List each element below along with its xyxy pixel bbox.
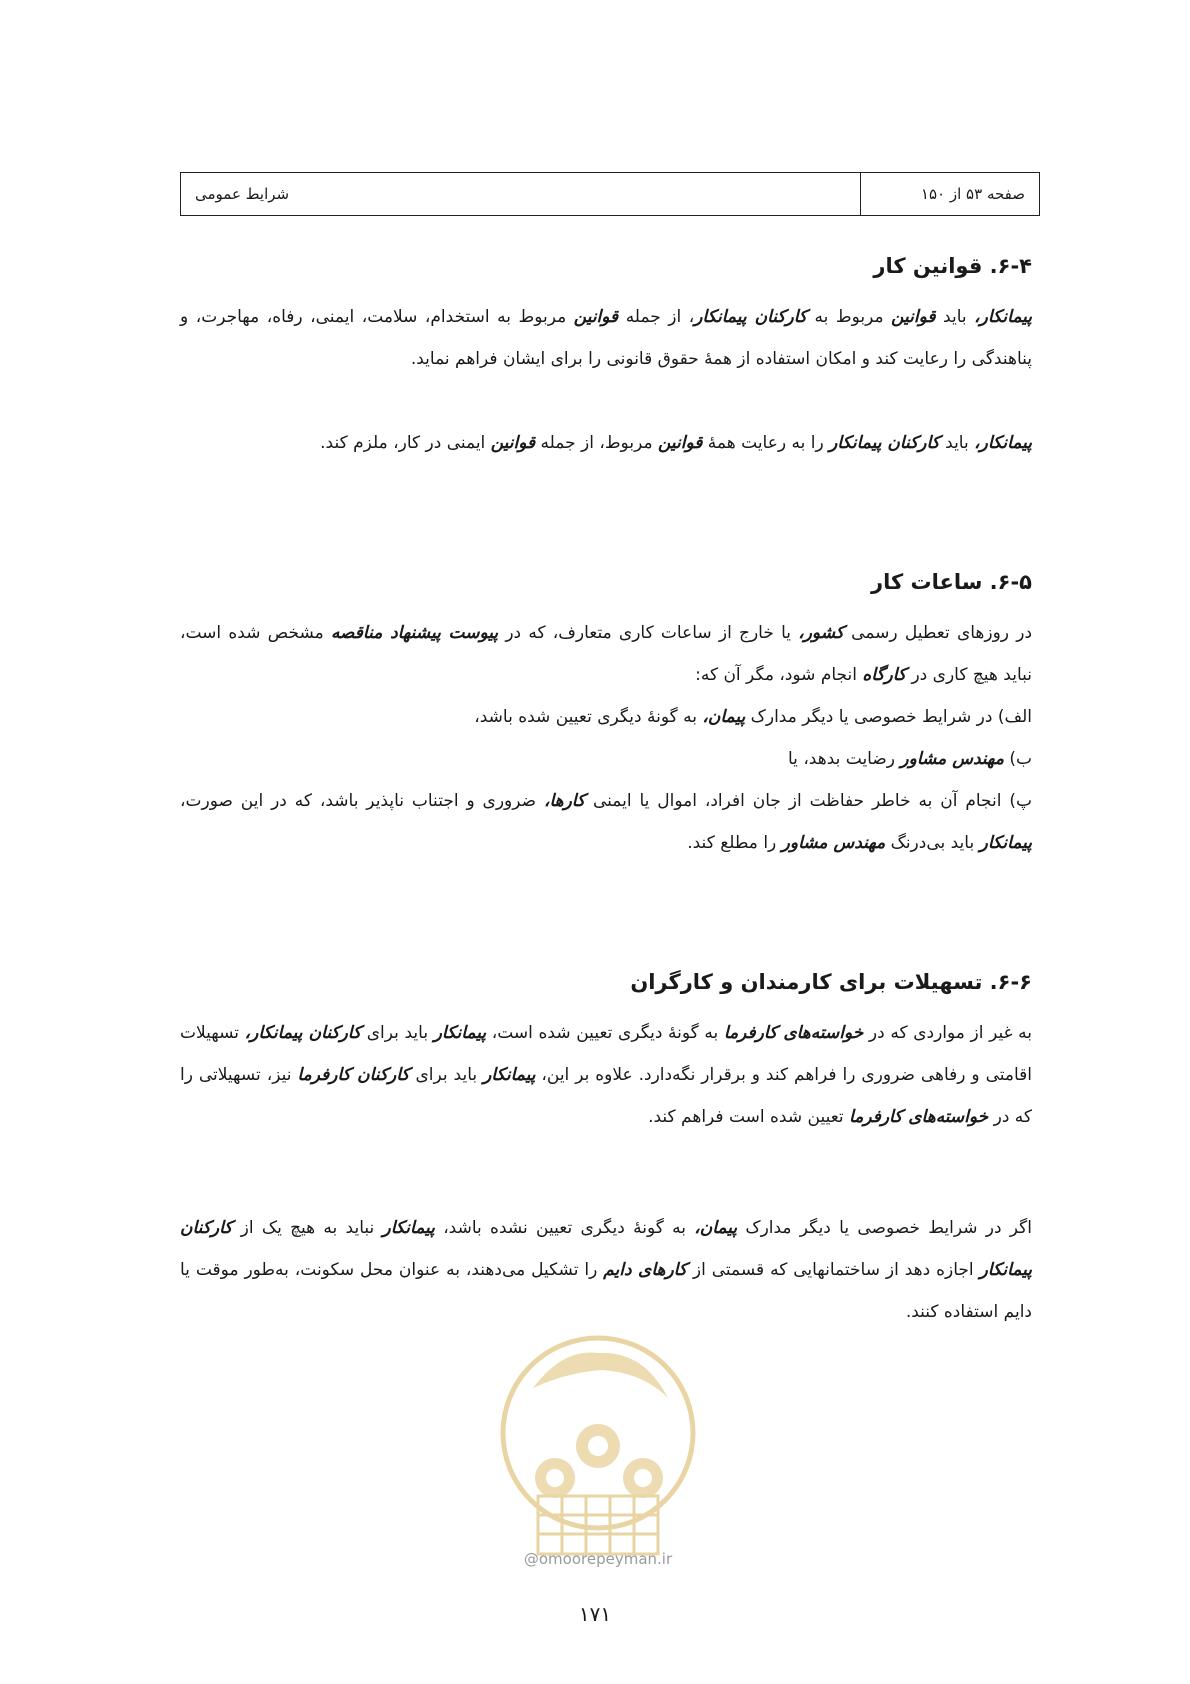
list-item: الف) در شرایط خصوصی یا دیگر مدارک پیمان، به گونهٔ دیگری تعیین شده باشد، xyxy=(474,707,1032,727)
section-name-text: شرایط عمومی xyxy=(195,185,290,203)
list-item: پ) انجام آن به خاطر حفاظت از جان افراد، اموال یا ایمنی کارها، ضروری و اجتناب ناپذیر باشد، که در این صورت، پیمانکار باید بی‌درنگ مهندس مشاور را مطلع کند. xyxy=(180,791,1032,853)
paragraph: اگر در شرایط خصوصی یا دیگر مدارک پیمان، به گونهٔ دیگری تعیین نشده باشد، پیمانکار نباید به هیچ یک از کارکنان پیمانکار اجازه دهد از ساختمانهایی که قسمتی از کارهای دایم را تشکیل می‌دهند، به عنوان محل سکونت، به‌طور موقت یا دایم استفاده کنند. xyxy=(180,1218,1032,1322)
section-title: ۶-۴. قوانین کار xyxy=(873,254,1032,278)
section-6-6 xyxy=(180,967,1032,997)
page-header xyxy=(180,172,1040,216)
section-6-5-paragraph-1 xyxy=(180,612,1032,696)
header-section-name xyxy=(181,173,860,215)
section-6-4-paragraph-1 xyxy=(180,296,1032,380)
section-6-6-paragraph-1 xyxy=(180,1012,1032,1138)
section-title: ۶-۵. ساعات کار xyxy=(870,570,1032,594)
header-page-info xyxy=(860,173,1039,215)
section-6-5 xyxy=(180,567,1032,597)
section-6-5-item-c xyxy=(180,780,1032,864)
watermark-site-text: @omoorepeyman.ir xyxy=(523,1550,673,1568)
section-6-5-item-b xyxy=(180,738,1032,780)
page-info-text: صفحه ۵۳ از ۱۵۰ xyxy=(920,185,1025,203)
section-title: ۶-۶. تسهیلات برای کارمندان و کارگران xyxy=(630,970,1032,994)
paragraph: در روزهای تعطیل رسمی کشور، یا خارج از ساعات کاری متعارف، که در پیوست پیشنهاد مناقصه مشخص شده است، نباید هیچ کاری در کارگاه انجام شود، مگر آن که: xyxy=(180,623,1033,685)
list-item: ب) مهندس مشاور رضایت بدهد، یا xyxy=(788,749,1032,769)
paragraph: به غیر از مواردی که در خواسته‌های کارفرما به گونهٔ دیگری تعیین شده است، پیمانکار باید برای کارکنان پیمانکار، تسهیلات اقامتی و رفاهی ضروری را فراهم کند و برقرار نگه‌دارد. علاوه بر این، پیمانکار باید برای کارکنان کارفرما نیز، تسهیلاتی را که در خواسته‌های کارفرما تعیین شده است فراهم کند. xyxy=(180,1023,1033,1127)
section-6-5-item-a xyxy=(180,696,1032,738)
section-6-4 xyxy=(180,251,1032,281)
paragraph: پیمانکار، باید قوانین مربوط به کارکنان پیمانکار، از جمله قوانین مربوط به استخدام، سلامت، ایمنی، رفاه، مهاجرت، و پناهندگی را رعایت کند و امکان استفاده از همهٔ حقوق قانونی را برای ایشان فراهم نماید. xyxy=(180,307,1033,369)
section-6-4-paragraph-2 xyxy=(180,422,1032,464)
page-number: ۱۷۱ xyxy=(578,1602,612,1626)
paragraph: پیمانکار، باید کارکنان پیمانکار را به رعایت همهٔ قوانین مربوط، از جمله قوانین ایمنی در کار، ملزم کند. xyxy=(320,433,1032,453)
watermark-logo xyxy=(493,1328,703,1568)
section-6-6-paragraph-2 xyxy=(180,1207,1032,1333)
